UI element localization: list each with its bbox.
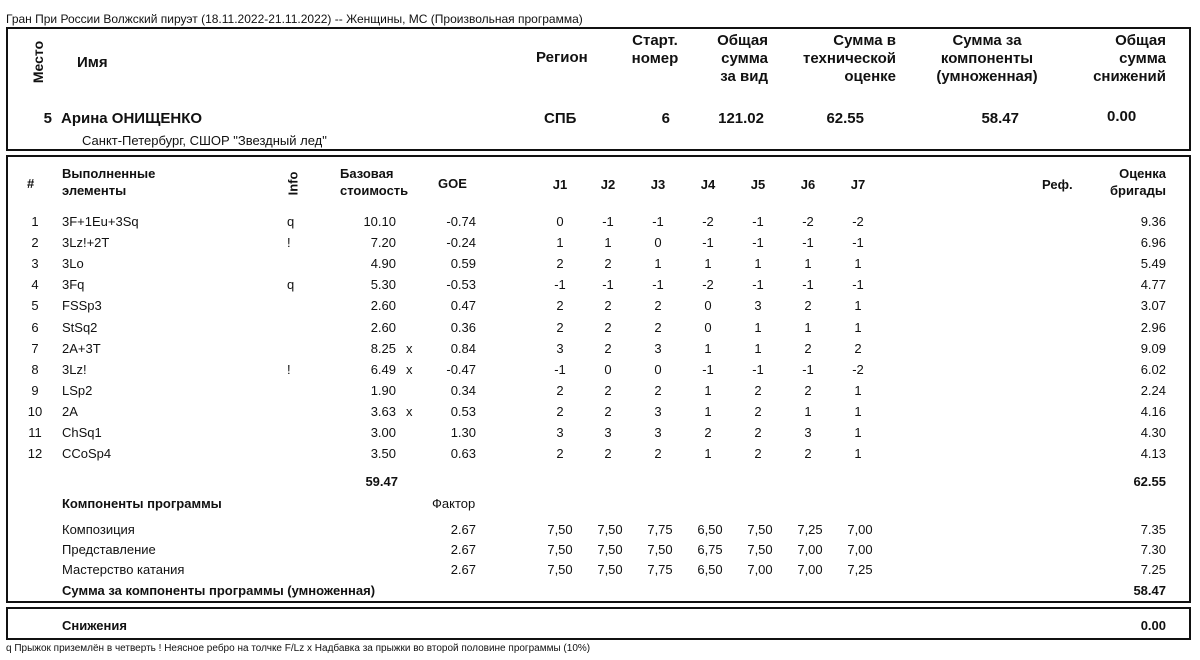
skater-region: СПБ: [544, 110, 577, 127]
judge-score: 2: [604, 340, 612, 356]
element-info: !: [287, 361, 291, 377]
component-factor: 2.67: [450, 562, 476, 577]
component-name: Представление: [62, 542, 156, 557]
judge-score: 0: [704, 298, 712, 314]
element-num: 3: [31, 256, 39, 272]
element-name: LSp2: [62, 382, 93, 398]
component-name: Мастерство катания: [62, 562, 185, 577]
judge-score: 2: [754, 425, 762, 440]
judge-score: -2: [702, 277, 714, 293]
element-base: 3.50: [370, 446, 396, 462]
judge-score: 3: [604, 425, 612, 440]
element-num: 12: [27, 446, 43, 462]
col-info-header: Info: [285, 171, 301, 196]
judge-score: 7,00: [797, 562, 823, 577]
factor-label: Фактор: [432, 496, 476, 511]
judge-score: 0: [556, 214, 564, 229]
col-element-header: Выполненные элементы: [62, 166, 156, 198]
judge-score: 2: [754, 382, 762, 398]
judge-score: 1: [754, 319, 762, 335]
judge-score: 1: [854, 256, 862, 272]
judge-score: 2: [804, 382, 812, 398]
judge-score: 3: [556, 340, 564, 356]
element-goe: 1.30: [450, 425, 476, 440]
header-deductions: Общая сумма снижений: [1093, 32, 1166, 85]
element-score: 9.09: [1140, 340, 1166, 356]
component-score: 7.25: [1140, 562, 1166, 577]
judge-score: 1: [854, 403, 862, 419]
element-score: 3.07: [1140, 298, 1166, 314]
element-goe: -0.24: [446, 235, 476, 251]
element-base: 2.60: [370, 319, 396, 335]
component-name: Композиция: [62, 522, 135, 537]
element-num: 9: [31, 382, 39, 398]
judge-score: 3: [654, 340, 662, 356]
tes-total: 62.55: [1133, 474, 1166, 489]
element-base: 1.90: [370, 382, 396, 398]
element-base: 3.63: [370, 403, 396, 419]
judge-score: 0: [654, 361, 662, 377]
element-bonus-mark: x: [406, 361, 413, 377]
element-num: 11: [28, 425, 42, 440]
element-num: 8: [31, 361, 39, 377]
component-score: 7.35: [1140, 522, 1166, 537]
skater-total: 121.02: [718, 110, 764, 127]
judge-score: 0: [654, 235, 662, 251]
judge-score: 7,00: [847, 522, 873, 537]
judge-score: 2: [556, 382, 564, 398]
judge-score: 7,50: [747, 522, 773, 537]
judge-score: 6,50: [697, 562, 723, 577]
col-panel-header: Оценка бригады: [1110, 166, 1166, 198]
header-name: Имя: [77, 54, 108, 71]
element-num: 10: [27, 403, 43, 419]
judge-score: -1: [702, 361, 714, 377]
judge-score: -1: [554, 361, 566, 377]
judge-score: 1: [704, 382, 712, 398]
judge-score: 7,50: [747, 542, 773, 557]
judge-score: -1: [802, 361, 814, 377]
element-goe: 0.34: [450, 382, 476, 398]
element-score: 4.13: [1140, 446, 1166, 462]
element-num: 5: [31, 298, 39, 314]
element-base: 8.25: [370, 340, 396, 356]
judge-score: -1: [802, 277, 814, 293]
element-name: 2A: [62, 403, 78, 419]
judge-score: 1: [854, 382, 862, 398]
judge-score: 1: [754, 340, 762, 356]
deductions-value: 0.00: [1140, 618, 1166, 633]
header-start-no: Старт. номер: [631, 32, 679, 67]
element-base: 2.60: [370, 298, 396, 314]
element-goe: 0.53: [450, 403, 476, 419]
judge-score: -1: [602, 214, 614, 229]
element-name: 3Lz!+2T: [62, 235, 110, 251]
judge-score: 0: [704, 319, 712, 335]
judge-score: 2: [604, 298, 612, 314]
col-num-header: #: [27, 176, 35, 191]
element-num: 1: [31, 214, 39, 229]
judge-score: 1: [704, 446, 712, 462]
judge-score: -1: [554, 277, 566, 293]
skater-name: Арина ОНИЩЕНКО: [61, 110, 203, 127]
judge-score: 2: [654, 382, 662, 398]
element-name: 2A+3T: [62, 340, 101, 356]
judge-score: 2: [754, 403, 762, 419]
judge-score: -1: [852, 277, 864, 293]
col-judge-header: J3: [650, 177, 666, 192]
judge-score: 2: [556, 256, 564, 272]
element-goe: 0.36: [450, 319, 476, 335]
element-goe: 0.59: [450, 256, 476, 272]
element-name: CCoSp4: [62, 446, 112, 462]
element-num: 4: [31, 277, 39, 293]
judge-score: -1: [752, 214, 764, 229]
element-name: ChSq1: [62, 425, 102, 440]
element-score: 4.16: [1140, 403, 1166, 419]
judge-score: -2: [852, 361, 864, 377]
judge-score: 7,50: [547, 562, 573, 577]
element-name: FSSp3: [62, 298, 102, 314]
components-title: Компоненты программы: [62, 496, 222, 511]
element-name: 3Fq: [62, 277, 85, 293]
base-total: 59.47: [365, 474, 398, 489]
judge-score: -1: [652, 277, 664, 293]
judge-score: -1: [752, 361, 764, 377]
judge-score: 2: [556, 446, 564, 462]
element-num: 2: [31, 235, 39, 251]
element-goe: 0.84: [450, 340, 476, 356]
judge-score: 1: [804, 319, 812, 335]
judge-score: 3: [654, 425, 662, 440]
deductions-box: [6, 607, 1191, 640]
header-pcs: Сумма за компоненты (умноженная): [936, 32, 1038, 85]
judge-score: 7,75: [647, 522, 673, 537]
element-base: 6.49: [370, 361, 396, 377]
element-name: 3Lo: [62, 256, 84, 272]
element-base: 7.20: [370, 235, 396, 251]
col-base-header: Базовая стоимость: [340, 166, 409, 198]
judge-score: 1: [754, 256, 762, 272]
skater-place: 5: [43, 110, 52, 127]
deductions-label: Снижения: [62, 618, 127, 633]
judge-score: 2: [754, 446, 762, 462]
element-name: StSq2: [62, 319, 98, 335]
judge-score: -1: [602, 277, 614, 293]
component-score: 7.30: [1140, 542, 1166, 557]
col-judge-header: J6: [800, 177, 816, 192]
judge-score: -1: [752, 235, 764, 251]
judge-score: 1: [556, 235, 564, 251]
judge-score: 2: [704, 425, 712, 440]
judge-score: 7,75: [647, 562, 673, 577]
judge-score: 7,50: [547, 522, 573, 537]
element-base: 4.90: [370, 256, 396, 272]
skater-deductions: 0.00: [1107, 108, 1137, 125]
judge-score: 2: [556, 319, 564, 335]
skater-tes: 62.55: [826, 110, 864, 127]
judge-score: 1: [704, 340, 712, 356]
judge-score: 2: [604, 319, 612, 335]
judge-score: -1: [802, 235, 814, 251]
col-judge-header: J7: [850, 177, 866, 192]
judge-score: 2: [604, 403, 612, 419]
judge-score: 2: [804, 298, 812, 314]
judge-score: 2: [654, 298, 662, 314]
judge-score: -1: [752, 277, 764, 293]
col-judge-header: J5: [750, 177, 766, 192]
judge-score: 2: [604, 446, 612, 462]
judge-score: 3: [754, 298, 762, 314]
judge-score: 6,75: [697, 542, 723, 557]
element-goe: -0.74: [446, 214, 476, 229]
element-name: 3Lz!: [62, 361, 87, 377]
judge-score: 1: [854, 446, 862, 462]
judge-score: 1: [854, 425, 862, 440]
competition-caption: Гран При России Волжский пируэт (18.11.2022-21.11.2022) -- Женщины, МС (Произвольная программа): [6, 12, 583, 26]
skater-club: Санкт-Петербург, СШОР "Звездный лед": [82, 133, 327, 148]
judge-score: 2: [654, 446, 662, 462]
element-score: 4.30: [1140, 425, 1166, 440]
component-factor: 2.67: [450, 542, 476, 557]
judge-score: 1: [654, 256, 662, 272]
judge-score: 1: [804, 403, 812, 419]
judge-score: 3: [804, 425, 812, 440]
element-bonus-mark: x: [406, 403, 413, 419]
judge-score: 1: [854, 298, 862, 314]
element-goe: 0.63: [450, 446, 476, 462]
judge-score: 7,25: [797, 522, 823, 537]
judge-score: 2: [556, 403, 564, 419]
col-goe-header: GOE: [438, 176, 467, 191]
judge-score: -1: [702, 235, 714, 251]
judge-score: 7,50: [647, 542, 673, 557]
judge-score: 7,00: [797, 542, 823, 557]
judge-score: 7,00: [847, 542, 873, 557]
header-tes: Сумма в технической оценке: [802, 32, 896, 85]
judge-score: 2: [604, 382, 612, 398]
judge-score: 0: [604, 361, 612, 377]
element-base: 3.00: [370, 425, 396, 440]
judge-score: -2: [802, 214, 814, 229]
judge-score: 7,25: [847, 562, 873, 577]
judge-score: 2: [604, 256, 612, 272]
judge-score: 2: [854, 340, 862, 356]
judge-score: 6,50: [697, 522, 723, 537]
col-judge-header: J1: [552, 177, 568, 192]
judge-score: 7,50: [547, 542, 573, 557]
element-score: 6.96: [1140, 235, 1166, 251]
header-region: Регион: [536, 49, 588, 66]
judge-score: 7,50: [597, 562, 623, 577]
judge-score: 3: [556, 425, 564, 440]
element-base: 10.10: [363, 214, 396, 229]
col-ref-header: Реф.: [1042, 177, 1073, 192]
judge-score: 2: [654, 319, 662, 335]
judge-score: -2: [852, 214, 864, 229]
judge-score: 1: [604, 235, 612, 251]
element-goe: 0.47: [450, 298, 476, 314]
element-num: 7: [31, 340, 39, 356]
judge-score: 1: [704, 256, 712, 272]
judge-score: 2: [804, 340, 812, 356]
element-base: 5.30: [370, 277, 396, 293]
judge-score: 7,50: [597, 542, 623, 557]
element-score: 2.24: [1140, 382, 1166, 398]
element-bonus-mark: x: [406, 340, 413, 356]
judge-score: -1: [652, 214, 664, 229]
element-score: 5.49: [1140, 256, 1166, 272]
footnote: q Прыжок приземлён в четверть ! Неясное ребро на толчке F/Lz x Надбавка за прыжки во второй половине программы (10%): [6, 643, 591, 654]
judge-score: 7,50: [597, 522, 623, 537]
element-score: 4.77: [1140, 277, 1166, 293]
element-info: q: [287, 277, 295, 293]
element-info: !: [287, 235, 291, 251]
header-total: Общая сумма за вид: [717, 32, 768, 85]
element-num: 6: [31, 319, 39, 335]
element-goe: -0.53: [446, 277, 476, 293]
judge-score: 1: [704, 403, 712, 419]
judge-score: -1: [852, 235, 864, 251]
element-score: 2.96: [1140, 319, 1166, 335]
header-place: Место: [30, 40, 46, 84]
judge-score: 7,00: [747, 562, 773, 577]
skater-pcs: 58.47: [981, 110, 1019, 127]
components-sum: 58.47: [1133, 583, 1166, 598]
skater-start-no: 6: [661, 110, 670, 127]
component-factor: 2.67: [450, 522, 476, 537]
col-judge-header: J2: [600, 177, 616, 192]
judge-score: 3: [654, 403, 662, 419]
element-score: 6.02: [1140, 361, 1166, 377]
element-goe: -0.47: [446, 361, 476, 377]
judge-score: 1: [854, 319, 862, 335]
judge-score: 1: [804, 256, 812, 272]
col-judge-header: J4: [700, 177, 716, 192]
element-name: 3F+1Eu+3Sq: [62, 214, 139, 229]
judge-score: -2: [702, 214, 714, 229]
components-sum-label: Сумма за компоненты программы (умноженная): [62, 583, 376, 598]
judge-score: 2: [556, 298, 564, 314]
element-info: q: [287, 214, 295, 229]
judge-score: 2: [804, 446, 812, 462]
element-score: 9.36: [1140, 214, 1166, 229]
